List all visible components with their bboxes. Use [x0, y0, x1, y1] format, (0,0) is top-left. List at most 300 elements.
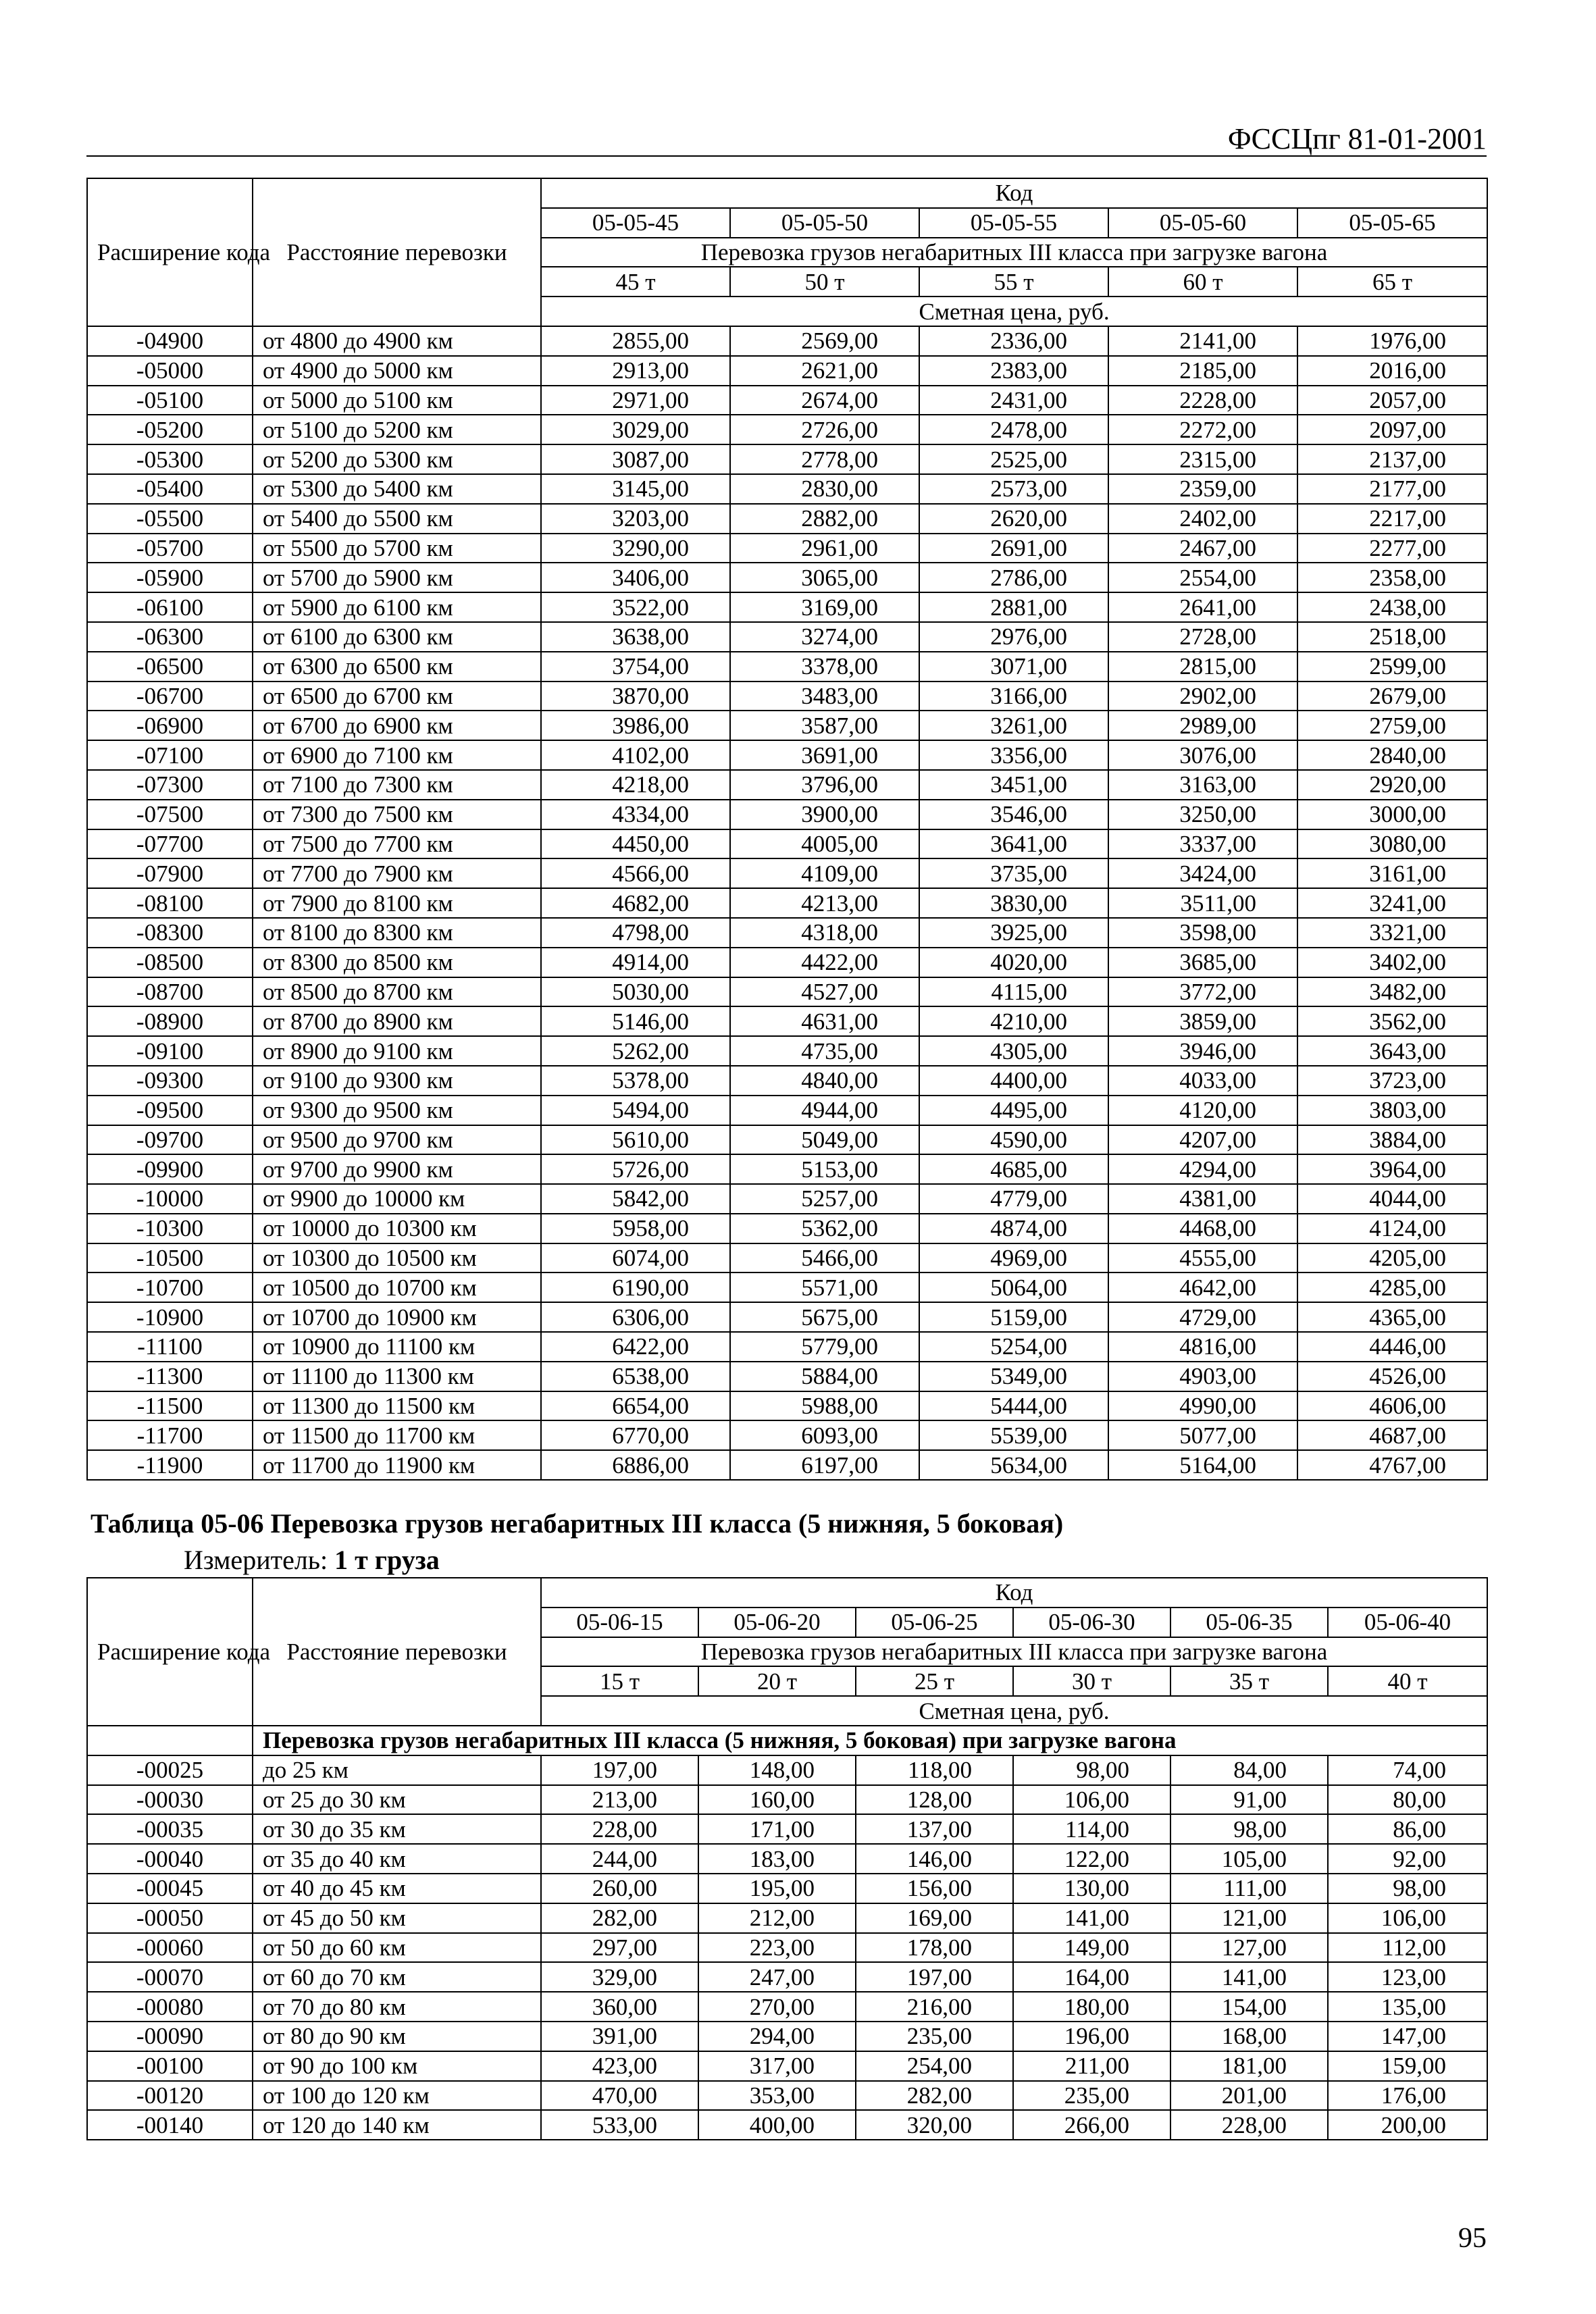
- code-extension-cell: -00035: [87, 1814, 253, 1844]
- price-cell: 5675,00: [730, 1302, 919, 1332]
- distance-cell: от 5200 до 5300 км: [253, 444, 541, 474]
- code-cell: 05-05-65: [1297, 208, 1487, 238]
- price-cell: 164,00: [1013, 1962, 1170, 1992]
- price-cell: 196,00: [1013, 2022, 1170, 2051]
- price-cell: 2989,00: [1108, 711, 1297, 740]
- price-cell: 1976,00: [1297, 326, 1487, 356]
- price-cell: 4555,00: [1108, 1243, 1297, 1273]
- price-cell: 3356,00: [919, 740, 1108, 770]
- price-cell: 6770,00: [541, 1420, 730, 1450]
- price-cell: 2902,00: [1108, 682, 1297, 711]
- price-cell: 5257,00: [730, 1184, 919, 1214]
- price-cell: 91,00: [1170, 1785, 1328, 1815]
- distance-cell: от 70 до 80 км: [253, 1992, 541, 2022]
- price-cell: 4729,00: [1108, 1302, 1297, 1332]
- price-cell: 2525,00: [919, 444, 1108, 474]
- price-cell: 470,00: [541, 2081, 698, 2111]
- code-extension-cell: -00030: [87, 1785, 253, 1815]
- code-extension-cell: -11900: [87, 1450, 253, 1480]
- price-cell: 3161,00: [1297, 858, 1487, 888]
- price-cell: 2431,00: [919, 386, 1108, 415]
- price-cell: 4218,00: [541, 770, 730, 800]
- distance-cell: от 30 до 35 км: [253, 1814, 541, 1844]
- table-row: [87, 1243, 1487, 1273]
- distance-cell: от 10300 до 10500 км: [253, 1243, 541, 1273]
- price-cell: 3587,00: [730, 711, 919, 740]
- table-row: [87, 1962, 1487, 1992]
- price-cell: 2554,00: [1108, 563, 1297, 592]
- price-cell: 98,00: [1170, 1814, 1328, 1844]
- load-cell: 55 т: [919, 267, 1108, 297]
- price-cell: 2679,00: [1297, 682, 1487, 711]
- price-cell: 4631,00: [730, 1006, 919, 1036]
- table-row: [87, 1362, 1487, 1391]
- price-cell: 2726,00: [730, 415, 919, 444]
- table-row: [87, 1903, 1487, 1933]
- table-row: [87, 1154, 1487, 1184]
- price-cell: 197,00: [541, 1755, 698, 1785]
- price-cell: 3071,00: [919, 652, 1108, 682]
- table-row: [87, 858, 1487, 888]
- distance-cell: от 5500 до 5700 км: [253, 534, 541, 563]
- price-cell: 4285,00: [1297, 1272, 1487, 1302]
- price-cell: 3290,00: [541, 534, 730, 563]
- price-cell: 183,00: [698, 1844, 856, 1874]
- price-cell: 2336,00: [919, 326, 1108, 356]
- price-cell: 5494,00: [541, 1096, 730, 1125]
- price-cell: 297,00: [541, 1933, 698, 1963]
- price-cell: 127,00: [1170, 1933, 1328, 1963]
- price-cell: 2620,00: [919, 504, 1108, 534]
- code-extension-cell: -05900: [87, 563, 253, 592]
- code-extension-cell: -08100: [87, 888, 253, 918]
- price-cell: 201,00: [1170, 2081, 1328, 2111]
- price-cell: 4115,00: [919, 977, 1108, 1007]
- code-extension-cell: -09900: [87, 1154, 253, 1184]
- price-cell: 2141,00: [1108, 326, 1297, 356]
- price-cell: 247,00: [698, 1962, 856, 1992]
- price-cell: 3946,00: [1108, 1036, 1297, 1066]
- price-cell: 3337,00: [1108, 829, 1297, 859]
- price-cell: 2217,00: [1297, 504, 1487, 534]
- price-cell: 4305,00: [919, 1036, 1108, 1066]
- price-cell: 4495,00: [919, 1096, 1108, 1125]
- distance-cell: от 6700 до 6900 км: [253, 711, 541, 740]
- price-cell: 5726,00: [541, 1154, 730, 1184]
- price-cell: 294,00: [698, 2022, 856, 2051]
- price-cell: 2759,00: [1297, 711, 1487, 740]
- price-cell: 5378,00: [541, 1066, 730, 1096]
- table-row: [87, 1036, 1487, 1066]
- table-body: [87, 326, 1487, 1480]
- code-extension-cell: -06100: [87, 592, 253, 622]
- distance-cell: от 10500 до 10700 км: [253, 1272, 541, 1302]
- distance-cell: от 6500 до 6700 км: [253, 682, 541, 711]
- price-cell: 2057,00: [1297, 386, 1487, 415]
- distance-cell: от 4800 до 4900 км: [253, 326, 541, 356]
- price-cell: 3076,00: [1108, 740, 1297, 770]
- price-cell: 2920,00: [1297, 770, 1487, 800]
- price-cell: 3900,00: [730, 800, 919, 829]
- price-cell: 3830,00: [919, 888, 1108, 918]
- col-distance-header: Расстояние перевозки: [253, 1578, 541, 1726]
- price-cell: 4566,00: [541, 858, 730, 888]
- price-cell: 3723,00: [1297, 1066, 1487, 1096]
- price-cell: 2573,00: [919, 474, 1108, 504]
- price-cell: 98,00: [1013, 1755, 1170, 1785]
- price-cell: 6197,00: [730, 1450, 919, 1480]
- price-cell: 4990,00: [1108, 1391, 1297, 1421]
- price-cell: 171,00: [698, 1814, 856, 1844]
- price-cell: 149,00: [1013, 1933, 1170, 1963]
- price-cell: 2097,00: [1297, 415, 1487, 444]
- distance-cell: от 60 до 70 км: [253, 1962, 541, 1992]
- price-cell: 5349,00: [919, 1362, 1108, 1391]
- price-cell: 2315,00: [1108, 444, 1297, 474]
- code-extension-cell: -05400: [87, 474, 253, 504]
- price-cell: 3638,00: [541, 622, 730, 652]
- price-cell: 5153,00: [730, 1154, 919, 1184]
- table-row: [87, 1450, 1487, 1480]
- price-cell: 4526,00: [1297, 1362, 1487, 1391]
- price-cell: 329,00: [541, 1962, 698, 1992]
- table-row: [87, 444, 1487, 474]
- price-cell: 3169,00: [730, 592, 919, 622]
- price-cell: 3796,00: [730, 770, 919, 800]
- load-cell: 65 т: [1297, 267, 1487, 297]
- table-row: [87, 504, 1487, 534]
- price-cell: 391,00: [541, 2022, 698, 2051]
- table-row: [87, 918, 1487, 948]
- price-cell: 3964,00: [1297, 1154, 1487, 1184]
- code-extension-cell: -08500: [87, 948, 253, 977]
- code-extension-cell: -05500: [87, 504, 253, 534]
- price-cell: 4798,00: [541, 918, 730, 948]
- price-cell: 106,00: [1013, 1785, 1170, 1815]
- price-cell: 111,00: [1170, 1874, 1328, 1903]
- price-cell: 3166,00: [919, 682, 1108, 711]
- distance-cell: от 7700 до 7900 км: [253, 858, 541, 888]
- price-cell: 3772,00: [1108, 977, 1297, 1007]
- distance-cell: от 4900 до 5000 км: [253, 356, 541, 386]
- load-cell: 30 т: [1013, 1666, 1170, 1696]
- code-extension-cell: -06900: [87, 711, 253, 740]
- code-extension-cell: -11300: [87, 1362, 253, 1391]
- distance-cell: от 8700 до 8900 км: [253, 1006, 541, 1036]
- price-cell: 6654,00: [541, 1391, 730, 1421]
- distance-cell: от 11500 до 11700 км: [253, 1420, 541, 1450]
- price-cell: 5571,00: [730, 1272, 919, 1302]
- document-code: ФССЦпг 81-01-2001: [1227, 122, 1487, 155]
- code-cell: 05-06-20: [698, 1608, 856, 1637]
- price-cell: 317,00: [698, 2051, 856, 2081]
- load-cell: 60 т: [1108, 267, 1297, 297]
- price-cell: 2913,00: [541, 356, 730, 386]
- code-extension-cell: -10700: [87, 1272, 253, 1302]
- price-cell: 2855,00: [541, 326, 730, 356]
- code-extension-cell: -08700: [87, 977, 253, 1007]
- code-extension-cell: -05100: [87, 386, 253, 415]
- code-extension-cell: -11500: [87, 1391, 253, 1421]
- price-cell: 4903,00: [1108, 1362, 1297, 1391]
- price-cell: 244,00: [541, 1844, 698, 1874]
- distance-cell: от 6300 до 6500 км: [253, 652, 541, 682]
- distance-cell: от 9700 до 9900 км: [253, 1154, 541, 1184]
- price-cell: 3735,00: [919, 858, 1108, 888]
- table-row: [87, 1874, 1487, 1903]
- price-cell: 3203,00: [541, 504, 730, 534]
- price-cell: 3643,00: [1297, 1036, 1487, 1066]
- load-cell: 35 т: [1170, 1666, 1328, 1696]
- table-05-05: [86, 178, 1488, 1481]
- price-cell: 5064,00: [919, 1272, 1108, 1302]
- distance-cell: от 5700 до 5900 км: [253, 563, 541, 592]
- price-cell: 4033,00: [1108, 1066, 1297, 1096]
- distance-cell: от 8900 до 9100 км: [253, 1036, 541, 1066]
- price-cell: 2383,00: [919, 356, 1108, 386]
- col-ext-header: Расширение кода: [87, 178, 253, 326]
- table-row: [87, 1992, 1487, 2022]
- distance-cell: от 5100 до 5200 км: [253, 415, 541, 444]
- price-cell: 147,00: [1328, 2022, 1487, 2051]
- price-cell: 320,00: [856, 2110, 1013, 2140]
- table-row: [87, 1420, 1487, 1450]
- price-cell: 533,00: [541, 2110, 698, 2140]
- price-cell: 4969,00: [919, 1243, 1108, 1273]
- table-row: [87, 2051, 1487, 2081]
- price-cell: 4642,00: [1108, 1272, 1297, 1302]
- price-cell: 121,00: [1170, 1903, 1328, 1933]
- table-row: [87, 1391, 1487, 1421]
- price-cell: 228,00: [1170, 2110, 1328, 2140]
- price-cell: 6306,00: [541, 1302, 730, 1332]
- code-extension-cell: -05700: [87, 534, 253, 563]
- price-cell: 3261,00: [919, 711, 1108, 740]
- table-2-title: Таблица 05-06 Перевозка грузов негабаритных III класса (5 нижняя, 5 боковая): [91, 1508, 1064, 1539]
- unit-label: Измеритель:: [184, 1545, 328, 1575]
- code-extension-cell: -06300: [87, 622, 253, 652]
- table-row: [87, 563, 1487, 592]
- price-cell: 2569,00: [730, 326, 919, 356]
- unit-value: 1 т груза: [334, 1545, 440, 1575]
- price-cell: 2840,00: [1297, 740, 1487, 770]
- price-cell: 160,00: [698, 1785, 856, 1815]
- price-cell: 5988,00: [730, 1391, 919, 1421]
- code-extension-cell: -05000: [87, 356, 253, 386]
- price-cell: 128,00: [856, 1785, 1013, 1815]
- price-cell: 135,00: [1328, 1992, 1487, 2022]
- price-cell: 2881,00: [919, 592, 1108, 622]
- price-cell: 3598,00: [1108, 918, 1297, 948]
- table-row: [87, 1184, 1487, 1214]
- price-cell: 4446,00: [1297, 1332, 1487, 1362]
- price-cell: 114,00: [1013, 1814, 1170, 1844]
- table-row: [87, 386, 1487, 415]
- distance-cell: от 8500 до 8700 км: [253, 977, 541, 1007]
- price-cell: 282,00: [541, 1903, 698, 1933]
- code-extension-cell: -11700: [87, 1420, 253, 1450]
- code-extension-cell: -06500: [87, 652, 253, 682]
- price-cell: 141,00: [1170, 1962, 1328, 1992]
- price-cell: 4318,00: [730, 918, 919, 948]
- code-extension-cell: -00040: [87, 1844, 253, 1874]
- code-cell: 05-06-40: [1328, 1608, 1487, 1637]
- price-cell: 2830,00: [730, 474, 919, 504]
- distance-cell: от 7100 до 7300 км: [253, 770, 541, 800]
- price-cell: 105,00: [1170, 1844, 1328, 1874]
- price-cell: 4682,00: [541, 888, 730, 918]
- distance-cell: от 9100 до 9300 км: [253, 1066, 541, 1096]
- code-extension-cell: -05200: [87, 415, 253, 444]
- price-cell: 270,00: [698, 1992, 856, 2022]
- distance-cell: до 25 км: [253, 1755, 541, 1785]
- price-cell: 3406,00: [541, 563, 730, 592]
- price-cell: 266,00: [1013, 2110, 1170, 2140]
- price-cell: 400,00: [698, 2110, 856, 2140]
- code-cell: 05-05-60: [1108, 208, 1297, 238]
- price-cell: 3065,00: [730, 563, 919, 592]
- distance-cell: от 6100 до 6300 км: [253, 622, 541, 652]
- table-row: [87, 770, 1487, 800]
- code-extension-cell: -10300: [87, 1214, 253, 1243]
- table-row: [87, 1302, 1487, 1332]
- price-cell: 2971,00: [541, 386, 730, 415]
- distance-cell: от 11700 до 11900 км: [253, 1450, 541, 1480]
- price-cell: 154,00: [1170, 1992, 1328, 2022]
- code-extension-cell: -07500: [87, 800, 253, 829]
- price-cell: 5610,00: [541, 1125, 730, 1155]
- price-cell: 4207,00: [1108, 1125, 1297, 1155]
- price-cell: 3087,00: [541, 444, 730, 474]
- price-cell: 2691,00: [919, 534, 1108, 563]
- price-cell: 3274,00: [730, 622, 919, 652]
- price-cell: 4590,00: [919, 1125, 1108, 1155]
- price-cell: 3378,00: [730, 652, 919, 682]
- distance-cell: от 120 до 140 км: [253, 2110, 541, 2140]
- code-extension-cell: -10900: [87, 1302, 253, 1332]
- table-row: [87, 1785, 1487, 1815]
- price-cell: 5077,00: [1108, 1420, 1297, 1450]
- price-label: Сметная цена, руб.: [541, 1696, 1487, 1726]
- table-row: [87, 2081, 1487, 2111]
- price-cell: 98,00: [1328, 1874, 1487, 1903]
- price-cell: 181,00: [1170, 2051, 1328, 2081]
- table-row: [87, 622, 1487, 652]
- code-extension-cell: -09500: [87, 1096, 253, 1125]
- price-cell: 4685,00: [919, 1154, 1108, 1184]
- code-extension-cell: -10500: [87, 1243, 253, 1273]
- price-cell: 3483,00: [730, 682, 919, 711]
- price-cell: 3511,00: [1108, 888, 1297, 918]
- transport-desc: Перевозка грузов негабаритных III класса при загрузке вагона: [541, 1637, 1487, 1667]
- price-cell: 148,00: [698, 1755, 856, 1785]
- price-cell: 2478,00: [919, 415, 1108, 444]
- load-cell: 40 т: [1328, 1666, 1487, 1696]
- code-extension-cell: -10000: [87, 1184, 253, 1214]
- price-cell: 5884,00: [730, 1362, 919, 1391]
- price-cell: 5958,00: [541, 1214, 730, 1243]
- table-row: [87, 1332, 1487, 1362]
- table-row: [87, 1844, 1487, 1874]
- price-cell: 2467,00: [1108, 534, 1297, 563]
- distance-cell: от 7900 до 8100 км: [253, 888, 541, 918]
- price-cell: 4816,00: [1108, 1332, 1297, 1362]
- price-cell: 223,00: [698, 1933, 856, 1963]
- price-cell: 4044,00: [1297, 1184, 1487, 1214]
- price-cell: 5362,00: [730, 1214, 919, 1243]
- distance-cell: от 5400 до 5500 км: [253, 504, 541, 534]
- code-extension-cell: -00080: [87, 1992, 253, 2022]
- price-cell: 84,00: [1170, 1755, 1328, 1785]
- price-cell: 6093,00: [730, 1420, 919, 1450]
- price-cell: 235,00: [1013, 2081, 1170, 2111]
- price-cell: 3641,00: [919, 829, 1108, 859]
- header-rule: [86, 155, 1487, 157]
- price-cell: 2137,00: [1297, 444, 1487, 474]
- distance-cell: от 7300 до 7500 км: [253, 800, 541, 829]
- price-cell: 5049,00: [730, 1125, 919, 1155]
- price-cell: 2272,00: [1108, 415, 1297, 444]
- distance-cell: от 8300 до 8500 км: [253, 948, 541, 977]
- price-cell: 130,00: [1013, 1874, 1170, 1903]
- price-cell: 5254,00: [919, 1332, 1108, 1362]
- price-cell: 3522,00: [541, 592, 730, 622]
- price-cell: 6538,00: [541, 1362, 730, 1391]
- code-cell: 05-06-35: [1170, 1608, 1328, 1637]
- price-cell: 4606,00: [1297, 1391, 1487, 1421]
- price-label: Сметная цена, руб.: [541, 297, 1487, 326]
- price-cell: 360,00: [541, 1992, 698, 2022]
- distance-cell: от 80 до 90 км: [253, 2022, 541, 2051]
- price-cell: 5539,00: [919, 1420, 1108, 1450]
- price-cell: 4381,00: [1108, 1184, 1297, 1214]
- distance-cell: от 11300 до 11500 км: [253, 1391, 541, 1421]
- price-cell: 4102,00: [541, 740, 730, 770]
- table-row: [87, 1066, 1487, 1096]
- price-cell: 2599,00: [1297, 652, 1487, 682]
- price-cell: 3321,00: [1297, 918, 1487, 948]
- price-cell: 2438,00: [1297, 592, 1487, 622]
- table-05-06: [86, 1577, 1488, 2140]
- price-cell: 4020,00: [919, 948, 1108, 977]
- price-cell: 2976,00: [919, 622, 1108, 652]
- load-cell: 20 т: [698, 1666, 856, 1696]
- code-extension-cell: -09100: [87, 1036, 253, 1066]
- price-cell: 212,00: [698, 1903, 856, 1933]
- price-cell: 137,00: [856, 1814, 1013, 1844]
- price-cell: 3250,00: [1108, 800, 1297, 829]
- distance-cell: от 5000 до 5100 км: [253, 386, 541, 415]
- price-cell: 282,00: [856, 2081, 1013, 2111]
- price-cell: 146,00: [856, 1844, 1013, 1874]
- price-cell: 228,00: [541, 1814, 698, 1844]
- price-cell: 6422,00: [541, 1332, 730, 1362]
- distance-cell: от 11100 до 11300 км: [253, 1362, 541, 1391]
- code-extension-cell: -07300: [87, 770, 253, 800]
- load-cell: 50 т: [730, 267, 919, 297]
- price-cell: 235,00: [856, 2022, 1013, 2051]
- price-cell: 3080,00: [1297, 829, 1487, 859]
- code-extension-cell: -00045: [87, 1874, 253, 1903]
- table-row: [87, 2110, 1487, 2140]
- distance-cell: от 40 до 45 км: [253, 1874, 541, 1903]
- code-label: Код: [541, 178, 1487, 208]
- price-cell: 5466,00: [730, 1243, 919, 1273]
- price-cell: 3000,00: [1297, 800, 1487, 829]
- table-row: [87, 1814, 1487, 1844]
- table-row: [87, 977, 1487, 1007]
- price-cell: 5634,00: [919, 1450, 1108, 1480]
